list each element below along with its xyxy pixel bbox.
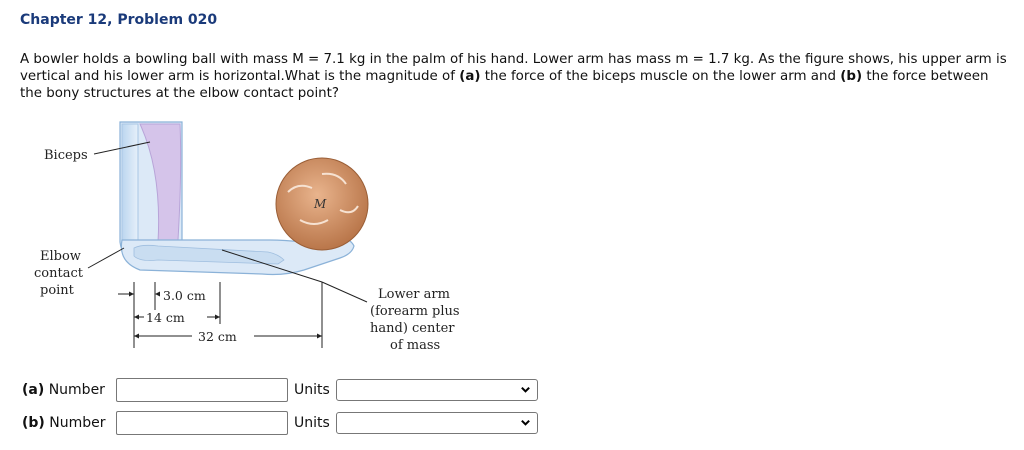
answer-a-number-label: Number <box>48 382 105 398</box>
label-elbow: Elbow <box>40 249 81 264</box>
answer-a-label <box>22 382 112 398</box>
label-dim-3cm: 3.0 cm <box>163 288 206 303</box>
label-contact: contact <box>34 266 83 281</box>
arm-figure <box>22 112 502 362</box>
answer-row-b <box>22 410 330 436</box>
answer-b-label <box>22 415 112 431</box>
page-title: Chapter 12, Problem 020 <box>20 12 218 28</box>
answer-b-number-label: Number <box>49 415 106 431</box>
label-dim-14cm: 14 cm <box>146 310 185 325</box>
part-b-text: the force between the bony structures at the elbow contact point? <box>20 69 989 101</box>
answer-b-tag: (b) <box>22 415 45 431</box>
label-ball-mass: M <box>314 197 327 211</box>
label-hand: hand) center <box>370 321 455 336</box>
label-forearm: (forearm plus <box>370 304 460 319</box>
label-point: point <box>40 283 74 298</box>
answer-b-units-label: Units <box>294 415 330 431</box>
answer-a-units-select[interactable] <box>336 379 538 401</box>
chevron-down-icon <box>520 417 531 428</box>
part-b-tag: (b) <box>840 69 863 84</box>
label-biceps: Biceps <box>44 148 88 163</box>
problem-intro: A bowler holds a bowling ball with mass M = 7.1 kg in the palm of his hand. Lower arm has mass m = 1.7 kg. As the figure shows, his upper arm is vertical and his lower arm is horizontal.What is the magnitude of <box>20 52 1007 84</box>
problem-statement <box>20 51 1010 102</box>
label-dim-32cm: 32 cm <box>198 329 237 344</box>
answer-a-units-label: Units <box>294 382 330 398</box>
answer-a-tag: (a) <box>22 382 45 398</box>
part-a-text: the force of the biceps muscle on the lower arm and <box>480 69 841 84</box>
chevron-down-icon <box>520 384 531 395</box>
label-of-mass: of mass <box>390 338 441 353</box>
answer-a-number-input[interactable] <box>116 378 288 402</box>
answer-row-a <box>22 377 330 403</box>
part-a-tag: (a) <box>459 69 481 84</box>
answer-b-number-input[interactable] <box>116 411 288 435</box>
label-lower-arm: Lower arm <box>378 287 450 302</box>
answer-b-units-select[interactable] <box>336 412 538 434</box>
